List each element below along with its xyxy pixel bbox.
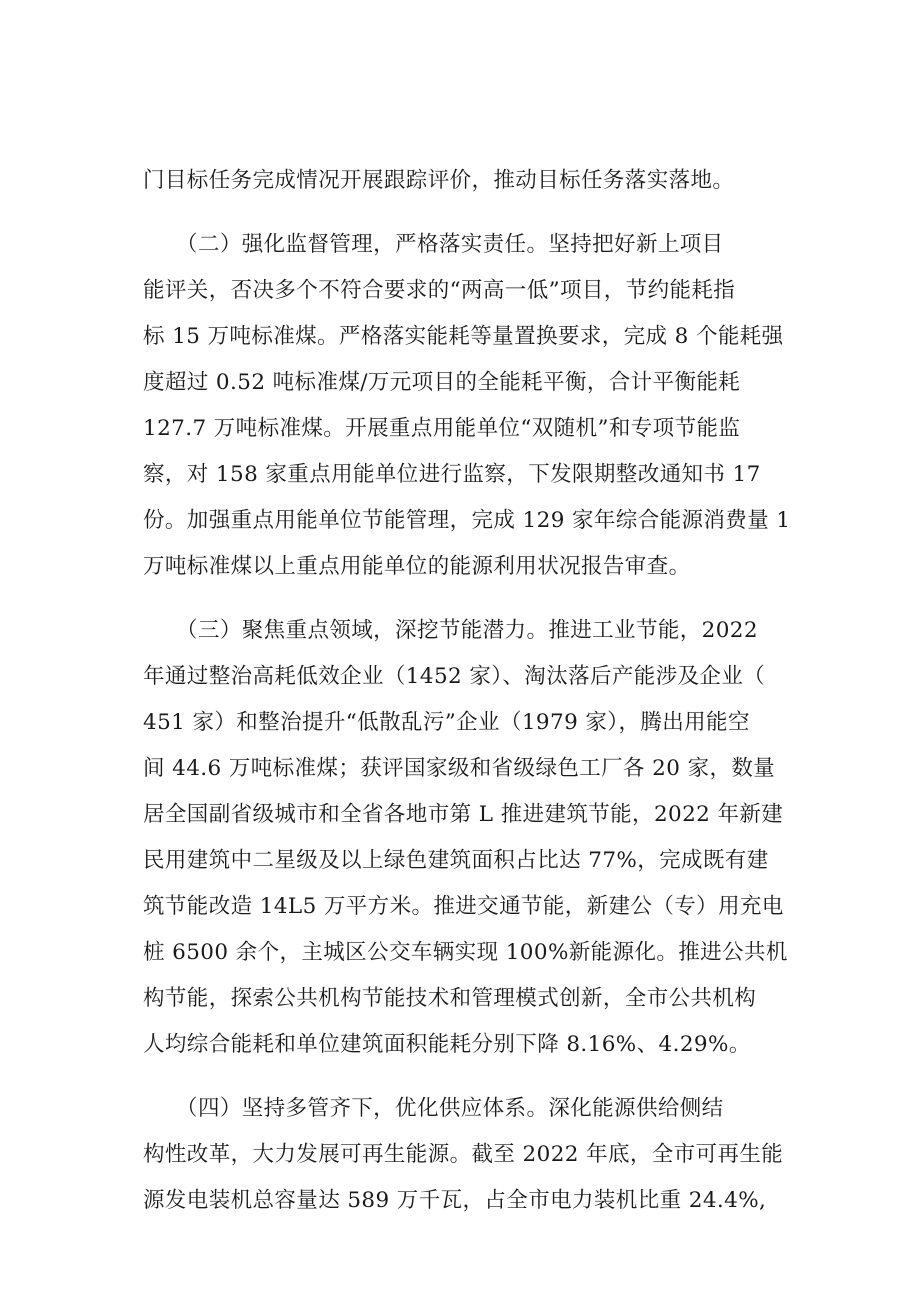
text-line: （三）聚焦重点领域，深挖节能潜力。推进工业节能，2022 <box>143 618 758 643</box>
text-line: 察，对 158 家重点用能单位进行监察，下发限期整改通知书 17 <box>143 462 761 487</box>
paragraph-1 <box>143 158 805 204</box>
text-line: 民用建筑中二星级及以上绿色建筑面积占比达 77%，完成既有建 <box>143 848 769 873</box>
text-line: 人均综合能耗和单位建筑面积能耗分别下降 8.16%、4.29%。 <box>143 1032 751 1057</box>
text-line: 度超过 0.52 吨标准煤/万元项目的全能耗平衡，合计平衡能耗 <box>143 370 741 395</box>
text-line: 能评关，否决多个不符合要求的“两高一低”项目，节约能耗指 <box>143 278 736 303</box>
paragraph-3 <box>143 608 805 1068</box>
text-line: （四）坚持多管齐下，优化供应体系。深化能源供给侧结 <box>143 1096 724 1121</box>
text-line: 居全国副省级城市和全省各地市第 L 推进建筑节能，2022 年新建 <box>143 802 784 827</box>
text-line: 万吨标准煤以上重点用能单位的能源利用状况报告审查。 <box>143 554 691 579</box>
text-line: 间 44.6 万吨标准煤；获评国家级和省级绿色工厂各 20 家，数量 <box>143 756 776 781</box>
document-body <box>143 158 805 1224</box>
text-line: 桩 6500 余个，主城区公交车辆实现 100%新能源化。推进公共机 <box>143 940 788 965</box>
text-line: 份。加强重点用能单位节能管理，完成 129 家年综合能源消费量 1 <box>143 508 791 533</box>
text-line: 构节能，探索公共机构节能技术和管理模式创新，全市公共机构 <box>143 986 757 1011</box>
text-line: （二）强化监督管理，严格落实责任。坚持把好新上项目 <box>143 232 724 257</box>
text-line: 门目标任务完成情况开展跟踪评价，推动目标任务落实落地。 <box>143 168 735 193</box>
text-line: 源发电装机总容量达 589 万千瓦，占全市电力装机比重 24.4%, <box>143 1188 767 1213</box>
paragraph-4 <box>143 1086 805 1224</box>
text-line: 年通过整治高耗低效企业（1452 家）、淘汰落后产能涉及企业（ <box>143 664 766 689</box>
text-line: 标 15 万吨标准煤。严格落实能耗等量置换要求，完成 8 个能耗强 <box>143 324 784 349</box>
paragraph-2 <box>143 222 805 590</box>
text-line: 构性改革，大力发展可再生能源。截至 2022 年底，全市可再生能 <box>143 1142 784 1167</box>
text-line: 127.7 万吨标准煤。开展重点用能单位“双随机”和专项节能监 <box>143 416 741 441</box>
text-line: 451 家）和整治提升“低散乱污”企业（1979 家），腾出用能空 <box>143 710 750 735</box>
text-line: 筑节能改造 14L5 万平方米。推进交通节能，新建公（专）用充电 <box>143 894 784 919</box>
